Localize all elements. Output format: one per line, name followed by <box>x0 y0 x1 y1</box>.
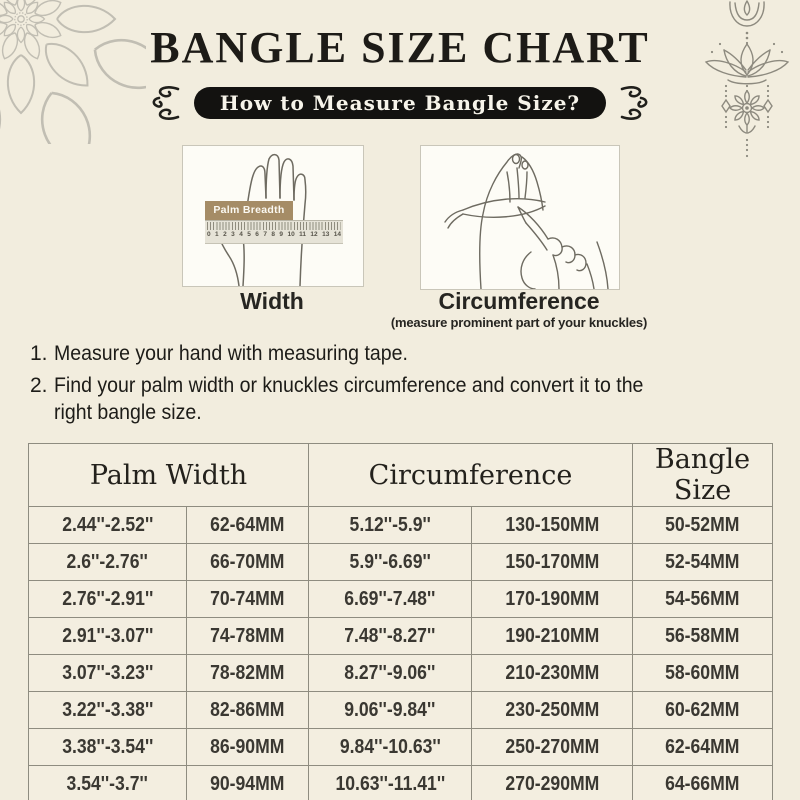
table-cell: 50-52MM <box>633 507 773 544</box>
table-cell: 86-90MM <box>187 729 309 766</box>
instructions <box>30 340 774 431</box>
instruction-line: Measure your hand with measuring tape. <box>53 342 408 365</box>
table-cell: 58-60MM <box>633 655 773 692</box>
circumference-caption: Circumference <box>438 288 600 314</box>
table-cell: 3.38''-3.54'' <box>29 729 187 766</box>
table-cell: 150-170MM <box>472 544 633 581</box>
palm-breadth-label: Palm Breadth <box>205 201 293 220</box>
width-caption: Width <box>240 288 304 314</box>
table-cell: 170-190MM <box>472 581 633 618</box>
table-row <box>29 544 773 581</box>
table-cell: 190-210MM <box>472 618 633 655</box>
instruction-number: 1. <box>30 342 48 365</box>
table-cell: 3.22''-3.38'' <box>29 692 187 729</box>
table-cell: 250-270MM <box>472 729 633 766</box>
ruler-number: 0 <box>207 231 211 238</box>
ruler-number: 10 <box>287 231 295 238</box>
table-row <box>29 692 773 729</box>
table-cell: 8.27''-9.06'' <box>309 655 472 692</box>
table-header-cell: Bangle Size <box>633 444 773 507</box>
table-cell: 56-58MM <box>633 618 773 655</box>
instruction-line: right bangle size. <box>53 401 202 424</box>
table-header-cell: Circumference <box>309 444 633 507</box>
table-cell: 78-82MM <box>187 655 309 692</box>
table-cell: 62-64MM <box>187 507 309 544</box>
instruction-text <box>54 372 688 426</box>
table-cell: 82-86MM <box>187 692 309 729</box>
instruction-item <box>30 340 774 367</box>
ruler-number: 1 <box>215 231 219 238</box>
table-cell: 66-70MM <box>187 544 309 581</box>
table-cell: 7.48''-8.27'' <box>309 618 472 655</box>
ruler <box>205 220 343 244</box>
table-cell: 2.76''-2.91'' <box>29 581 187 618</box>
ruler-number: 12 <box>310 231 318 238</box>
table-cell: 54-56MM <box>633 581 773 618</box>
badge-label: How to Measure Bangle Size? <box>219 91 581 115</box>
table-row <box>29 766 773 800</box>
table-cell: 2.44''-2.52'' <box>29 507 187 544</box>
page-title: BANGLE SIZE CHART <box>150 23 650 72</box>
table-cell: 10.63''-11.41'' <box>309 766 472 800</box>
table-header-cell: Palm Width <box>29 444 309 507</box>
table-cell: 6.69''-7.48'' <box>309 581 472 618</box>
knuckle-measure-hand-illustration-icon <box>421 146 619 289</box>
ruler-number: 9 <box>279 231 284 238</box>
ruler-number: 5 <box>247 231 251 238</box>
ruler-number: 14 <box>333 231 341 238</box>
badge-row <box>0 84 800 122</box>
table-cell: 210-230MM <box>472 655 633 692</box>
table-cell: 52-54MM <box>633 544 773 581</box>
how-to-measure-badge <box>194 87 606 119</box>
instruction-item <box>30 372 774 426</box>
ruler-number: 2 <box>223 231 227 238</box>
right-flourish-icon <box>616 84 650 122</box>
table-cell: 230-250MM <box>472 692 633 729</box>
ruler-ticks <box>207 222 341 230</box>
size-table <box>28 443 773 800</box>
table-row <box>29 581 773 618</box>
table-cell: 270-290MM <box>472 766 633 800</box>
table-header-row <box>29 444 773 507</box>
table-cell: 90-94MM <box>187 766 309 800</box>
ruler-number: 13 <box>322 231 330 238</box>
ruler-number: 7 <box>263 231 267 238</box>
circumference-illustration <box>420 145 620 290</box>
table-row <box>29 507 773 544</box>
table-row <box>29 729 773 766</box>
ruler-number: 11 <box>299 231 306 238</box>
table-cell: 9.84''-10.63'' <box>309 729 472 766</box>
table-cell: 2.91''-3.07'' <box>29 618 187 655</box>
circumference-caption-block <box>390 288 648 330</box>
table-cell: 60-62MM <box>633 692 773 729</box>
table-cell: 5.12''-5.9'' <box>309 507 472 544</box>
table-cell: 5.9''-6.69'' <box>309 544 472 581</box>
instruction-number: 2. <box>30 374 48 397</box>
instruction-line: Find your palm width or knuckles circumference and convert it to the <box>53 374 643 397</box>
ruler-number: 4 <box>239 231 243 238</box>
ruler-numbers <box>205 230 343 240</box>
table-cell: 2.6''-2.76'' <box>29 544 187 581</box>
instruction-text <box>54 340 435 367</box>
table-row <box>29 618 773 655</box>
ruler-number: 3 <box>231 231 235 238</box>
table-cell: 130-150MM <box>472 507 633 544</box>
left-flourish-icon <box>150 84 184 122</box>
table-cell: 62-64MM <box>633 729 773 766</box>
ruler-number: 8 <box>271 231 275 238</box>
circumference-note: (measure prominent part of your knuckles) <box>390 315 648 330</box>
table-cell: 64-66MM <box>633 766 773 800</box>
table-cell: 74-78MM <box>187 618 309 655</box>
table-cell: 70-74MM <box>187 581 309 618</box>
table-cell: 3.07''-3.23'' <box>29 655 187 692</box>
table-cell: 3.54''-3.7'' <box>29 766 187 800</box>
table-cell: 9.06''-9.84'' <box>309 692 472 729</box>
table-row <box>29 655 773 692</box>
width-illustration <box>182 145 364 287</box>
ruler-number: 6 <box>255 231 259 238</box>
